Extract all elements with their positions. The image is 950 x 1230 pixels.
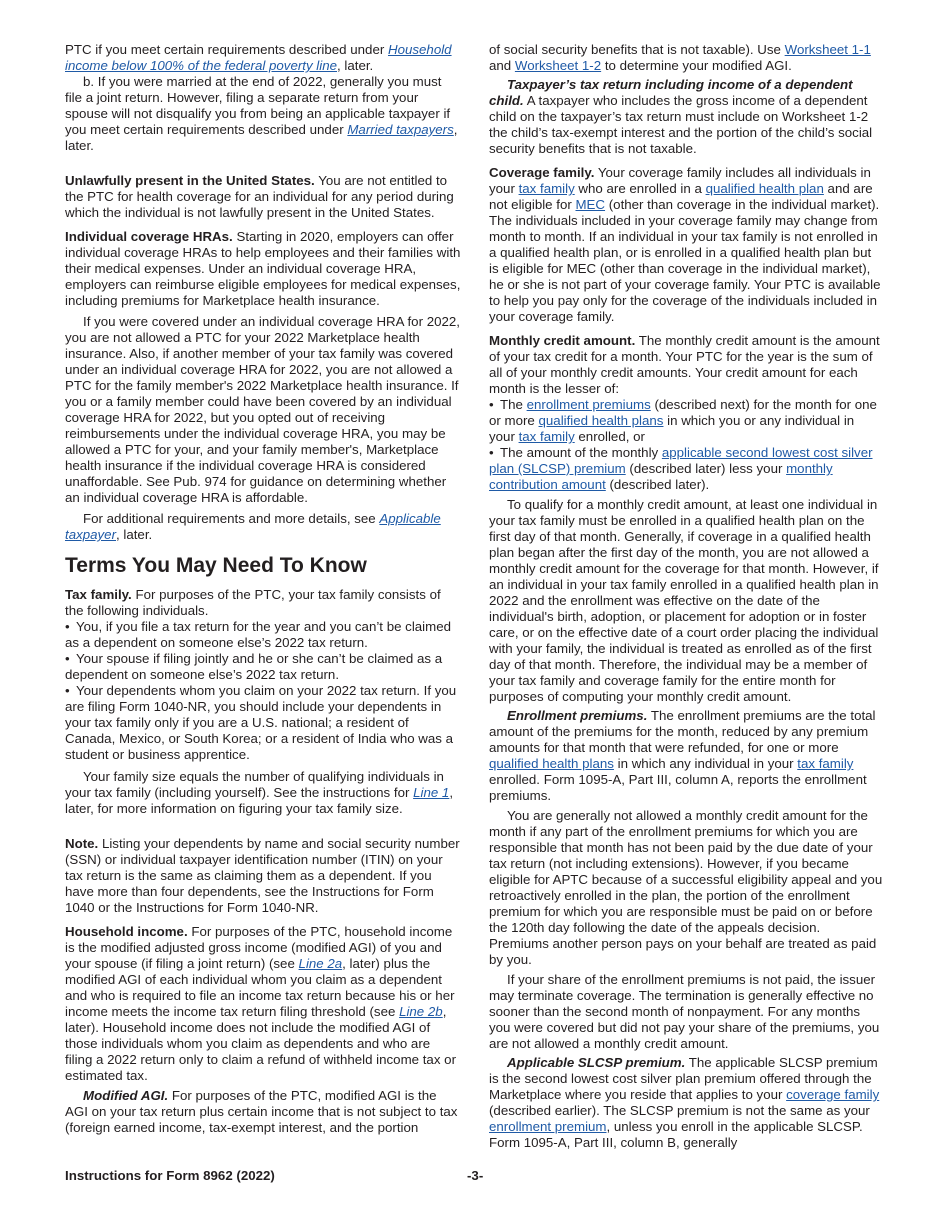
paragraph-hra-details: If you were covered under an individual coverage HRA for 2022, you are not allowed a PTC for your 2022 Marketplace health insurance. Also, if another member of your tax family was covered under an individual coverage HRA for 2022, you are not allowed a PTC for the family member's 2022 Marketplace health insurance. If you or a family member could have been covered by an individual coverage HRA for 2022, but you opted out of receiving reimbursements under the individual coverage HRA, you may be allowed a PTC for your, and your family member's, Marketplace health insurance if the individual coverage HRA is considered unaffordable. See Pub. 974 for guidance on determining whether an individual coverage HRA is affordable. xyxy=(65,314,460,505)
link-tax-family-2[interactable]: tax family xyxy=(518,429,575,444)
footer-form-title: Instructions for Form 8962 (2022) xyxy=(65,1168,275,1183)
paragraph-family-size: Your family size equals the number of qualifying individuals in your tax family (including yourself). See the instructions for Line 1, later, for more information on figuring your tax family size. xyxy=(65,769,454,816)
heading-modified-agi: Modified AGI. xyxy=(83,1088,169,1103)
link-qualified-health-plan[interactable]: qualified health plan xyxy=(705,181,824,196)
bullet-spouse: • Your spouse if filing jointly and he or she can’t be claimed as a dependent on someone else’s 2022 tax return. xyxy=(65,651,461,683)
paragraph-unlawfully-present: Unlawfully present in the United States. You are not entitled to the PTC for health coverage for an individual for any period during which the individual is not lawfully present in the United States. xyxy=(65,173,454,220)
heading-dependent-child: Taxpayer’s tax return including income of a dependent child. xyxy=(489,77,853,108)
paragraph-individual-coverage-hras: Individual coverage HRAs. Starting in 2020, employers can offer individual coverage HRAs to help employees and their families with their medical expenses. Under an individual coverage HRA, employers can reimburse eligible employees for medical expenses, including premiums for Marketplace health insurance. xyxy=(65,229,461,308)
link-qualified-health-plans[interactable]: qualified health plans xyxy=(538,413,664,428)
paragraph-ptc-poverty: PTC if you meet certain requirements described under Household income below 100% of the federal poverty line, later. xyxy=(65,42,452,73)
link-tax-family[interactable]: tax family xyxy=(518,181,575,196)
link-applicable-taxpayer[interactable]: Applicable taxpayer xyxy=(65,511,441,542)
link-mec[interactable]: MEC xyxy=(575,197,606,212)
link-line-1[interactable]: Line 1 xyxy=(413,785,450,800)
paragraph-dependent-child: Taxpayer’s tax return including income of a dependent child. A taxpayer who includes the gross income of a dependent child on the taxpayer’s tax return must include on Worksheet 1-2 the child’s tax-exempt interest and the portion of the child’s social security benefits that is not taxable. xyxy=(489,77,873,156)
paragraph-additional-requirements: For additional requirements and more details, see Applicable taxpayer, later. xyxy=(65,511,441,542)
right-column xyxy=(489,42,883,1151)
heading-unlawfully-present: Unlawfully present in the United States. xyxy=(65,173,315,188)
paragraph-nonpayment: If your share of the enrollment premiums is not paid, the issuer may terminate coverage. The termination is generally effective no sooner than the second month of nonpayment. For any months you were covered but did not pay your share of the premiums, you are not allowed a monthly credit amount. xyxy=(489,972,880,1051)
page-number: -3- xyxy=(467,1168,484,1183)
paragraph-monthly-credit-amount: Monthly credit amount. The monthly credit amount is the amount of your tax credit for a month. Your PTC for the year is the sum of all of your monthly credit amounts. Your credit amount for each month is the lesser of: xyxy=(489,333,880,396)
section-heading-terms: Terms You May Need To Know xyxy=(65,554,367,577)
bullet-slcsp-amount: • The amount of the monthly applicable second lowest cost silver plan (SLCSP) premium (described later) less your monthly contribution amount (described later). xyxy=(489,445,883,493)
link-line-2b[interactable]: Line 2b xyxy=(399,1004,443,1019)
link-married-taxpayers[interactable]: Married taxpayers xyxy=(347,122,454,137)
paragraph-applicable-slcsp: Applicable SLCSP premium. The applicable SLCSP premium is the second lowest cost silver plan premium offered through the Marketplace where you reside that applies to your coverage family (described earlier). The SLCSP premium is not the same as your enrollment premium, unless you enroll in the applicable SLCSP. Form 1095-A, Part III, column B, generally xyxy=(489,1055,880,1150)
paragraph-coverage-family: Coverage family. Your coverage family includes all individuals in your tax family who are enrolled in a qualified health plan and are not eligible for MEC (other than coverage in the individual market). The individuals included in your coverage family may change from month to month. If an individual in your tax family is not enrolled in a qualified health plan, or is enrolled in a qualified health plan but is eligible for MEC (other than coverage in the individual market), he or she is not part of your coverage family. Your PTC is available to help you pay only for the coverage of the individuals included in your coverage family. xyxy=(489,165,881,324)
heading-monthly-credit-amount: Monthly credit amount. xyxy=(489,333,636,348)
link-enrollment-premium[interactable]: enrollment premium xyxy=(489,1119,607,1134)
heading-tax-family: Tax family. xyxy=(65,587,132,602)
bullet-you: • You, if you file a tax return for the year and you can’t be claimed as a dependent on someone else’s 2022 tax return. xyxy=(65,619,461,651)
paragraph-worksheets: of social security benefits that is not taxable). Use Worksheet 1-1 and Worksheet 1-2 to determine your modified AGI. xyxy=(489,42,871,73)
bullet-enrollment-premiums: • The enrollment premiums (described next) for the month for one or more qualified health plans in which you or any individual in your tax family enrolled, or xyxy=(489,397,883,445)
paragraph-modified-agi: Modified AGI. For purposes of the PTC, modified AGI is the AGI on your tax return plus certain income that is not subject to tax (foreign earned income, tax-exempt interest, and the portion xyxy=(65,1088,458,1135)
link-worksheet-1-2[interactable]: Worksheet 1-2 xyxy=(514,58,602,73)
heading-note: Note. xyxy=(65,836,99,851)
link-enrollment-premiums[interactable]: enrollment premiums xyxy=(526,397,651,412)
paragraph-enrollment-premiums: Enrollment premiums. The enrollment premiums are the total amount of the premiums for the month, reduced by any premium amounts for that month that were refunded, for one or more qualified health plans in which any individual in your tax family enrolled. Form 1095-A, Part III, column A, reports the enrollment premiums. xyxy=(489,708,876,803)
heading-coverage-family: Coverage family. xyxy=(489,165,595,180)
link-coverage-family[interactable]: coverage family xyxy=(786,1087,880,1102)
link-applicable-slcsp-premium[interactable]: applicable second lowest cost silver plan (SLCSP) premium xyxy=(489,445,873,476)
bullet-dependents: • Your dependents whom you claim on your 2022 tax return. If you are filing Form 1040-NR, you should include your dependents in your tax family only if you are a U.S. national; a resident of Canada, Mexico, or South Korea; or a resident of India who was a student or business apprentice. xyxy=(65,683,461,763)
link-tax-family-3[interactable]: tax family xyxy=(797,756,854,771)
left-column xyxy=(65,42,461,1136)
link-line-2a[interactable]: Line 2a xyxy=(298,956,343,971)
paragraph-premium-payment: You are generally not allowed a monthly credit amount for the month if any part of the enrollment premiums for which you are responsible that month has not been paid by the due date of your tax return (not including extensions). However, if you became eligible for APTC because of a successful eligibility appeal and you retroactively enrolled in the plan, the portion of the enrollment premium for which you are responsible must be paid on or before the 120th day following the date of the appeals decision. Premiums another person pays on your behalf are treated as paid by you. xyxy=(489,808,883,967)
link-monthly-contribution-amount[interactable]: monthly contribution amount xyxy=(489,461,833,492)
heading-enrollment-premiums: Enrollment premiums. xyxy=(507,708,648,723)
paragraph-household-income: Household income. For purposes of the PTC, household income is the modified adjusted gross income (modified AGI) of you and your spouse (if filing a joint return) (see Line 2a, later) plus the modified AGI of each individual whom you claim as a dependent and who is required to file an income tax return because his or her income meets the income tax return filing threshold (see Line 2b, later). Household income does not include the modified AGI of those individuals whom you claim as dependents and who are filing a 2022 return only to claim a refund of withheld income tax or estimated tax. xyxy=(65,924,456,1083)
link-household-income-poverty[interactable]: Household income below 100% of the federal poverty line xyxy=(65,42,452,73)
heading-household-income: Household income. xyxy=(65,924,188,939)
page-footer xyxy=(65,1168,883,1184)
paragraph-married: b. If you were married at the end of 2022, generally you must file a joint return. However, filing a separate return from your spouse will not disqualify you from being an applicable taxpayer if you meet certain requirements described under Married taxpayers, later. xyxy=(65,74,458,153)
paragraph-qualify: To qualify for a monthly credit amount, at least one individual in your tax family must be enrolled in a qualified health plan on the first day of that month. Generally, if coverage in a qualified health plan began after the first day of the month, you are not allowed a monthly credit amount for the coverage for that month. However, if an individual in your tax family enrolled in a qualified health plan in 2022 and the enrollment was effective on the date of the individual's birth, adoption, or placement for adoption or in foster care, or on the effective date of a court order placing the individual with your family, the individual is treated as enrolled as of the first day of that month. Therefore, the individual may be a member of your tax family and coverage family for the entire month for purposes of computing your monthly credit amount. xyxy=(489,497,879,704)
paragraph-note: Note. Listing your dependents by name and social security number (SSN) or individual taxpayer identification number (ITIN) on your tax return is the same as claiming them as a dependent. If you have more than four dependents, see the Instructions for Form 1040 or the Instructions for Form 1040-NR. xyxy=(65,836,460,915)
link-qualified-health-plans-2[interactable]: qualified health plans xyxy=(489,756,614,771)
link-worksheet-1-1[interactable]: Worksheet 1-1 xyxy=(784,42,871,57)
paragraph-tax-family: Tax family. For purposes of the PTC, your tax family consists of the following individuals. xyxy=(65,587,441,618)
heading-applicable-slcsp: Applicable SLCSP premium. xyxy=(507,1055,686,1070)
heading-individual-coverage-hras: Individual coverage HRAs. xyxy=(65,229,233,244)
